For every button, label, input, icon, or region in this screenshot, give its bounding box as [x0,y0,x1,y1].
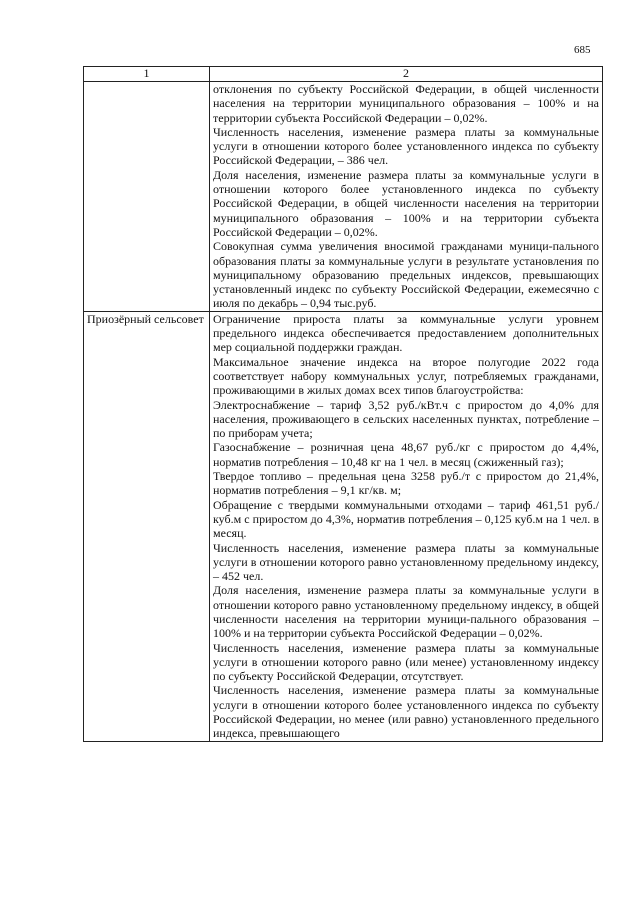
paragraph: Доля населения, изменение размера платы за коммунальные услуги в отношении которого более установленного индекса по субъекту Российской Федерации, в общей численности населения на территории муниципального образования – 100% и на территории субъекта Российской Федерации – 0,02%. [213,167,599,239]
row-content-cell [210,311,603,741]
row-content-cell [210,82,603,312]
table-header-row [84,67,603,82]
paragraph: Численность населения, изменение размера платы за коммунальные услуги в отношении которого более установленного индекса по субъекту Российской Федерации, – 386 чел. [213,124,599,168]
paragraph: отклонения по субъекту Российской Федерации, в общей численности населения на территории муниципального образования – 100% и на территории субъекта Российской Федерации – 0,02%. [213,82,599,125]
paragraph: Численность населения, изменение размера платы за коммунальные услуги в отношении которого более установленного индекса по субъекту Российской Федерации, но менее (или равно) установленного предельного индекса, превышающего [213,683,599,741]
paragraph: Доля населения, изменение размера платы за коммунальные услуги в отношении которого равно установленному предельному индексу, в общей численности населения на территории муници-пального образования – 100% и на территории субъекта Российской Федерации – 0,02%. [213,583,599,641]
document-table [83,66,603,742]
paragraph: Численность населения, изменение размера платы за коммунальные услуги в отношении которого равно установленному предельному индексу, – 452 чел. [213,540,599,584]
column-header-2: 2 [210,67,603,82]
row-name: Приозёрный сельсовет [87,311,204,326]
paragraph: Численность населения, изменение размера платы за коммунальные услуги в отношении которого равно (или менее) установленному индексу по субъекту Российской Федерации, отсутствует. [213,640,599,684]
table-row [84,311,603,741]
column-header-1: 1 [84,67,210,82]
paragraph: Обращение с твердыми коммунальными отходами – тариф 461,51 руб./куб.м с приростом до 4,3%, норматив потребления – 0,125 куб.м на 1 чел. в месяц. [213,497,599,541]
paragraph: Ограничение прироста платы за коммунальные услуги уровнем предельного индекса обеспечивается предоставлением дополнительных мер социальной поддержки граждан. [213,311,599,355]
paragraph: Совокупная сумма увеличения вносимой гражданами муници-пального образования платы за коммунальные услуги в результате установления по муниципальному образованию предельных индексов, превышающих установленный индекс по субъекту Российской Федерации, ежемесячно с июля по декабрь – 0,94 тыс.руб. [213,239,599,311]
paragraph: Электроснабжение – тариф 3,52 руб./кВт.ч с приростом до 4,0% для населения, проживающего в сельских населенных пунктах, потребление – по приборам учета; [213,397,599,441]
row-name-cell [84,311,210,741]
paragraph: Максимальное значение индекса на второе полугодие 2022 года соответствует набору коммунальных услуг, потребляемых гражданами, проживающими в жилых домах всех типов благоустройства: [213,354,599,398]
row-name-cell [84,82,210,312]
table-row [84,82,603,312]
paragraph: Твердое топливо – предельная цена 3258 руб./т с приростом до 21,4%, норматив потребления – 9,1 кг/кв. м; [213,469,599,498]
paragraph: Газоснабжение – розничная цена 48,67 руб./кг с приростом до 4,4%, норматив потребления – 10,48 кг на 1 чел. в месяц (сжиженный газ); [213,440,599,469]
page-number: 685 [574,44,591,56]
